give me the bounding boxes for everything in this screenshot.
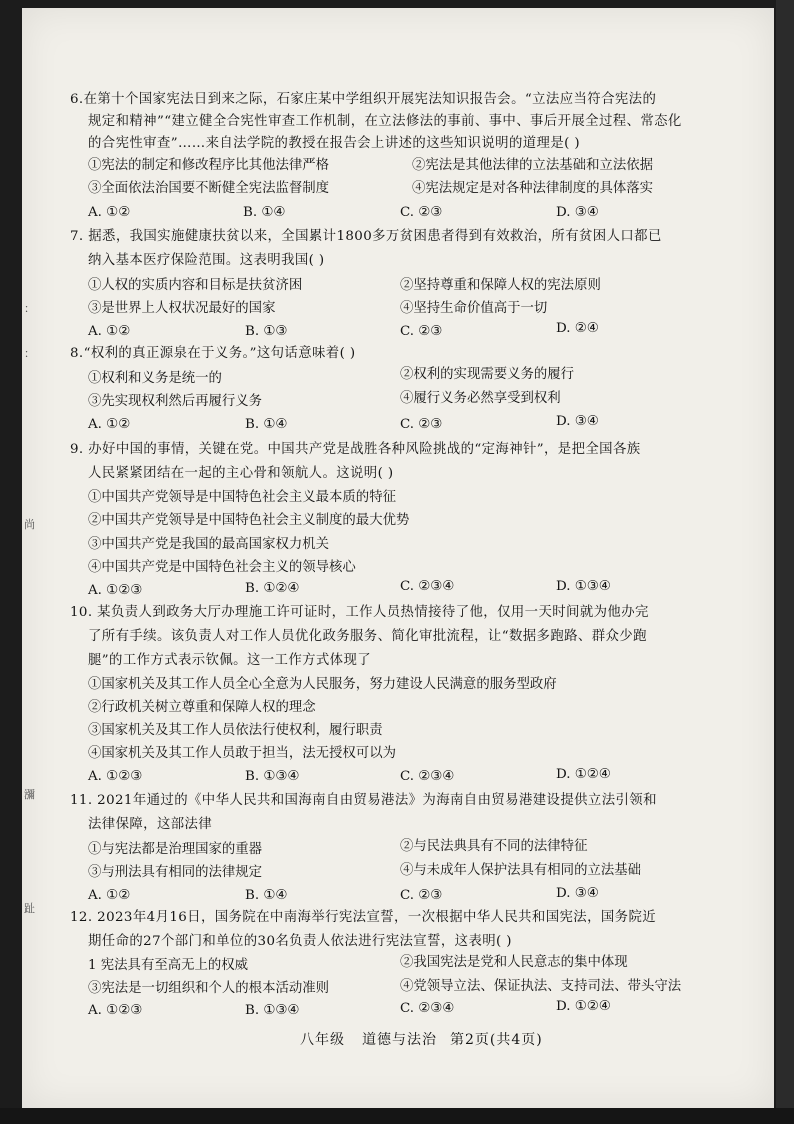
option-statement: ②中国共产党领导是中国特色社会主义制度的最大优势 [88,513,410,528]
option-statement: ④与未成年人保护法具有相同的立法基础 [400,863,642,878]
margin-mark: 瀰 [24,788,35,801]
answer-choice-a: A. ①②③ [88,1003,143,1018]
margin-mark: 尚 [24,518,35,531]
question-stem-line: 11. 2021年通过的《中华人民共和国海南自由贸易港法》为海南自由贸易港建设提供立法引领和 [70,793,657,808]
answer-choice-d: D. ①②④ [556,999,611,1014]
option-statement: 1 宪法具有至高无上的权威 [88,958,249,973]
option-statement: ②坚持尊重和保障人权的宪法原则 [400,278,601,293]
answer-choice-a: A. ①② [88,205,131,220]
question-stem-line: 7. 据悉，我国实施健康扶贫以来，全国累计1800多万贫困患者得到有效救治，所有贫困人口都已 [70,229,662,244]
answer-choice-d: D. ①②④ [556,767,611,782]
answer-choice-b: B. ①③ [245,324,288,339]
answer-choice-d: D. ③④ [556,205,599,220]
answer-choice-a: A. ①②③ [88,583,143,598]
question-stem-line: 6.在第十个国家宪法日到来之际，石家庄某中学组织开展宪法知识报告会。“立法应当符合宪法的 [70,92,657,107]
option-statement: ①与宪法都是治理国家的重器 [88,842,263,857]
question-stem-line: 8.“权利的真正源泉在于义务。”这句话意味着( ) [70,346,356,361]
option-statement: ④履行义务必然享受到权利 [400,391,561,406]
question-stem-line: 12. 2023年4月16日，国务院在中南海举行宪法宣誓，一次根据中华人民共和国宪法，国务院近 [70,910,657,925]
margin-mark: 趾 [24,902,35,915]
answer-choice-a: A. ①②③ [88,769,143,784]
option-statement: ②与民法典具有不同的法律特征 [400,839,588,854]
option-statement: ①国家机关及其工作人员全心全意为人民服务，努力建设人民满意的服务型政府 [88,677,557,692]
footer-subject: 道德与法治 [362,1032,437,1048]
question-stem-line: 规定和精神”“建立健全合宪性审查工作机制，在立法修法的事前、事中、事后开展全过程、常态化 [88,114,682,129]
answer-choice-c: C. ②③ [400,324,443,339]
option-statement: ①宪法的制定和修改程序比其他法律严格 [88,158,330,173]
question-stem-line: 法律保障，这部法律 [88,817,213,832]
answer-choice-c: C. ②③ [400,205,443,220]
question-stem-line: 了所有手续。该负责人对工作人员优化政务服务、简化审批流程，让“数据多跑路、群众少跑 [88,629,647,644]
answer-choice-c: C. ②③ [400,888,443,903]
answer-choice-b: B. ①②④ [245,581,300,596]
question-stem-line: 人民紧紧团结在一起的主心骨和领航人。这说明( ) [88,466,394,481]
option-statement: ③与刑法具有相同的法律规定 [88,865,263,880]
answer-choice-c: C. ②③④ [400,579,455,594]
option-statement: ④国家机关及其工作人员敢于担当，法无授权可以为 [88,746,396,761]
answer-choice-b: B. ①④ [243,205,286,220]
answer-choice-a: A. ①② [88,324,131,339]
answer-choice-d: D. ①③④ [556,579,611,594]
option-statement: ③中国共产党是我国的最高国家权力机关 [88,537,330,552]
option-statement: ①人权的实质内容和目标是扶贫济困 [88,278,303,293]
option-statement: ④中国共产党是中国特色社会主义的领导核心 [88,560,356,575]
answer-choice-b: B. ①③④ [245,1003,300,1018]
margin-mark: ： [24,347,35,360]
option-statement: ②权利的实现需要义务的履行 [400,367,575,382]
option-statement: ②宪法是其他法律的立法基础和立法依据 [412,158,654,173]
answer-choice-a: A. ①② [88,888,131,903]
option-statement: ③先实现权利然后再履行义务 [88,394,263,409]
option-statement: ③是世界上人权状况最好的国家 [88,301,276,316]
footer-grade: 八年级 [300,1032,345,1048]
option-statement: ②行政机关树立尊重和保障人权的理念 [88,700,316,715]
answer-choice-d: D. ③④ [556,414,599,429]
margin-mark: ： [24,302,35,315]
answer-choice-b: B. ①④ [245,888,288,903]
option-statement: ②我国宪法是党和人民意志的集中体现 [400,955,628,970]
option-statement: ④党领导立法、保证执法、支持司法、带头守法 [400,979,682,994]
question-stem-line: 9. 办好中国的事情，关键在党。中国共产党是战胜各种风险挑战的“定海神针”，是把全国各族 [70,442,641,457]
option-statement: ③国家机关及其工作人员依法行使权利，履行职责 [88,723,383,738]
answer-choice-c: C. ②③④ [400,1001,455,1016]
answer-choice-b: B. ①③④ [245,769,300,784]
answer-choice-c: C. ②③④ [400,769,455,784]
question-stem-line: 纳入基本医疗保险范围。这表明我国( ) [88,253,325,268]
question-stem-line: 10. 某负责人到政务大厅办理施工许可证时，工作人员热情接待了他，仅用一天时间就为他办完 [70,605,649,620]
option-statement: ①权利和义务是统一的 [88,371,222,386]
option-statement: ④宪法规定是对各种法律制度的具体落实 [412,181,654,196]
option-statement: ③宪法是一切组织和个人的根本活动准则 [88,981,330,996]
question-stem-line: 的合宪性审查”……来自法学院的教授在报告会上讲述的这些知识说明的道理是( ) [88,136,581,151]
answer-choice-b: B. ①④ [245,417,288,432]
option-statement: ①中国共产党领导是中国特色社会主义最本质的特征 [88,490,396,505]
answer-choice-c: C. ②③ [400,417,443,432]
scan-edge-right [776,0,794,1124]
footer-page-number: 第2页(共4页) [450,1032,543,1048]
answer-choice-d: D. ③④ [556,886,599,901]
answer-choice-a: A. ①② [88,417,131,432]
question-stem-line: 腿”的工作方式表示钦佩。这一工作方式体现了 [88,653,372,668]
answer-choice-d: D. ②④ [556,321,599,336]
option-statement: ④坚持生命价值高于一切 [400,301,548,316]
scan-edge-bottom [0,1108,794,1124]
question-stem-line: 期任命的27个部门和单位的30名负责人依法进行宪法宣誓，这表明( ) [88,934,512,949]
option-statement: ③全面依法治国要不断健全宪法监督制度 [88,181,330,196]
